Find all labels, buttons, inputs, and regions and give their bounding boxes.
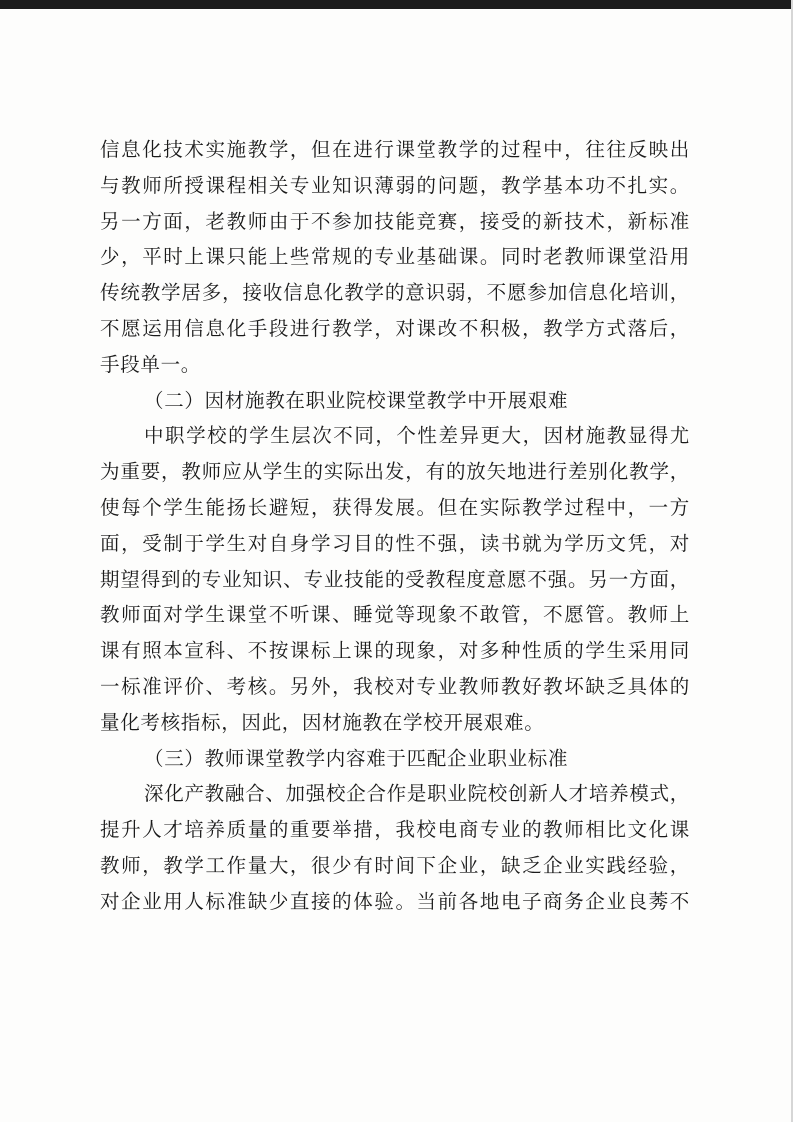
paragraph-first-line: 深化产教融合、加强校企合作是职业院校创新人才培养模式， [144, 782, 690, 806]
text-line: 使每个学生能扬长避短，获得发展。但在实际教学过程中，一方 [100, 495, 690, 519]
text-line: 另一方面，老教师由于不参加技能竞赛，接受的新技术，新标准 [100, 209, 690, 233]
paragraph-end-line: 手段单一。 [100, 352, 202, 376]
text-line: 面，受制于学生对自身学习目的性不强，读书就为学历文凭，对 [100, 531, 690, 555]
scan-top-border [0, 0, 793, 9]
text-line: 少，平时上课只能上些常规的专业基础课。同时老教师课堂沿用 [100, 245, 690, 269]
text-line: 对企业用人标准缺少直接的体验。当前各地电子商务企业良莠不 [100, 889, 690, 913]
body-text [100, 132, 690, 920]
text-line: 传统教学居多，接收信息化教学的意识弱，不愿参加信息化培训， [100, 281, 690, 305]
paragraph-end-line: 量化考核指标，因此，因材施教在学校开展艰难。 [100, 710, 545, 734]
text-line: 与教师所授课程相关专业知识薄弱的问题，教学基本功不扎实。 [100, 173, 690, 197]
text-line: 期望得到的专业知识、专业技能的受教程度意愿不强。另一方面， [100, 567, 690, 591]
text-line: 不愿运用信息化手段进行教学，对课改不积极，教学方式落后， [100, 316, 690, 340]
text-line: 课有照本宣科、不按课标上课的现象，对多种性质的学生采用同 [100, 639, 690, 663]
text-line: 教师，教学工作量大，很少有时间下企业，缺乏企业实践经验， [100, 853, 690, 877]
text-line: 提升人才培养质量的重要举措，我校电商专业的教师相比文化课 [100, 818, 690, 842]
text-line: 为重要，教师应从学生的实际出发，有的放矢地进行差别化教学， [100, 460, 690, 484]
paragraph-first-line: 中职学校的学生层次不同，个性差异更大，因材施教显得尤 [144, 424, 690, 448]
text-line: 信息化技术实施教学，但在进行课堂教学的过程中，往往反映出 [100, 138, 690, 161]
section-heading-2: （二）因材施教在职业院校课堂教学中开展艰难 [144, 388, 569, 412]
text-line: 一标准评价、考核。另外，我校对专业教师教好教坏缺乏具体的 [100, 674, 690, 698]
section-heading-3: （三）教师课堂教学内容难于匹配企业职业标准 [144, 746, 569, 770]
text-line: 教师面对学生课堂不听课、睡觉等现象不敢管，不愿管。教师上 [100, 603, 690, 627]
